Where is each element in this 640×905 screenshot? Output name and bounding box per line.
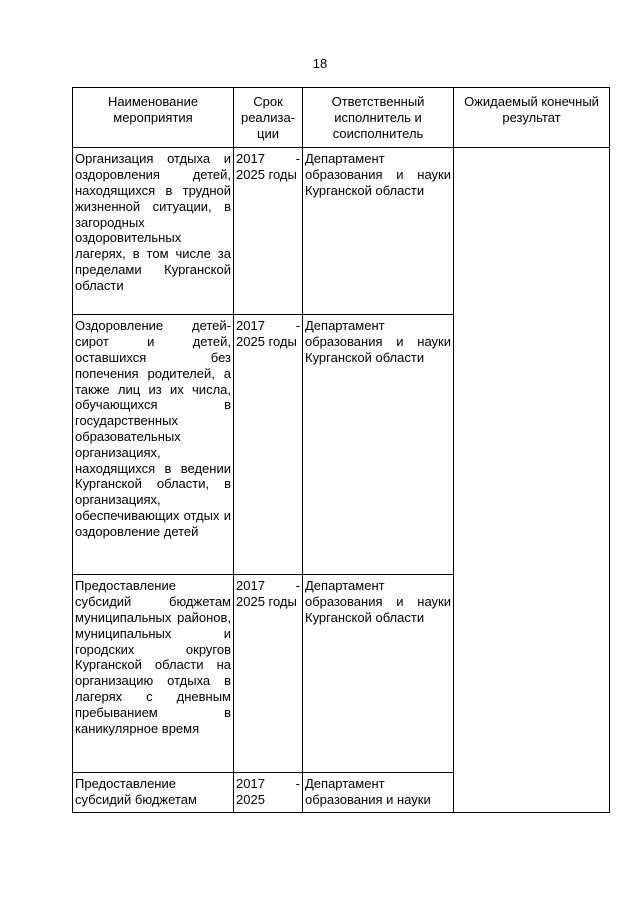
term-cell [234,315,303,575]
term-start: 2017 [236,151,265,167]
measure-name-cell: Предоставление субсидий бюджетам муниципальных районов, муниципальных и городских округов Курганской области на организацию отдыха в лагерях с дневным пребыванием в каникулярное время [73,575,234,773]
term-dash: - [295,776,300,792]
responsible-cell: Департамент образования и науки Курганской области [303,148,454,315]
term-cell [234,148,303,315]
responsible-cell: Департамент образования и науки Курганской области [303,575,454,773]
term-end: 2025 годы [236,167,297,183]
responsible-cell: Департамент образования и науки Курганской области [303,315,454,575]
term-cell [234,773,303,813]
term-cell [234,575,303,773]
table-header-row [73,88,610,148]
measure-name-cell: Предоставление субсидий бюджетам [73,773,234,813]
table-row [73,148,610,315]
header-term: Срок реализа-ции [234,88,303,148]
term-start: 2017 [236,578,265,594]
term-end: 2025 [236,792,265,808]
term-dash: - [295,578,300,594]
term-end: 2025 годы [236,594,297,610]
term-dash: - [295,151,300,167]
term-start: 2017 [236,318,265,334]
term-dash: - [295,318,300,334]
responsible-cell: Департамент образования и науки [303,773,454,813]
header-measure-name: Наименование мероприятия [73,88,234,148]
header-expected-result: Ожидаемый конечный результат [454,88,610,148]
measures-table [72,87,610,813]
page-number: 18 [312,56,328,71]
measure-name-cell: Организация отдыха и оздоровления детей, находящихся в трудной жизненной ситуации, в загородных оздоровительных лагерях, в том числе за пределами Курганской области [73,148,234,315]
expected-result-cell [454,148,610,813]
measure-name-cell: Оздоровление детей-сирот и детей, оставшихся без попечения родителей, а также лиц из их числа, обучающихся в государственных образовательных организациях, находящихся в ведении Курганской области, в организациях, обеспечивающих отдых и оздоровление детей [73,315,234,575]
header-responsible: Ответственный исполнитель и соисполнитель [303,88,454,148]
term-end: 2025 годы [236,334,297,350]
term-start: 2017 [236,776,265,792]
